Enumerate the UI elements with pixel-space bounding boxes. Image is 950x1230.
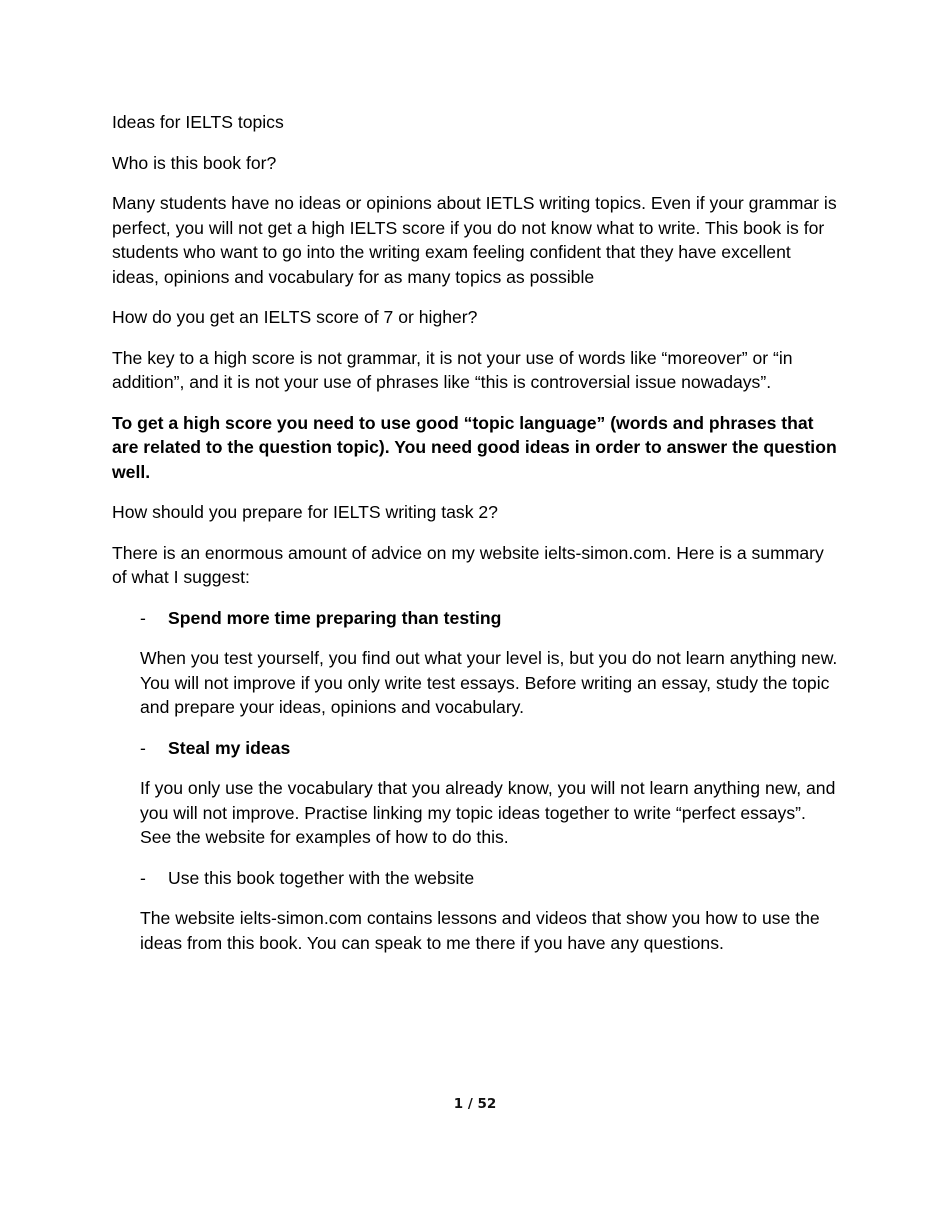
key-paragraph: The key to a high score is not grammar, it is not your use of words like “moreover” or “in addition”, and it is not your use of phrases like “this is controversial issue nowadays”. [112,347,793,392]
advice-intro-paragraph: There is an enormous amount of advice on my website ielts-simon.com. Here is a summary of what I suggest: [112,542,824,587]
question-score-heading: How do you get an IELTS score of 7 or higher? [112,307,478,327]
tip-heading-2 [112,736,842,761]
tip-body-1: When you test yourself, you find out what your level is, but you do not learn anything new. You will not improve if you only write test essays. Before writing an essay, study the topic and prepare your ideas, opinions and vocabulary. [140,648,838,717]
tip-bullet: - [140,867,146,888]
tip-bullet: - [140,607,146,628]
tip-body-3: The website ielts-simon.com contains lessons and videos that show you how to use the ideas from this book. You can speak to me there if you have any questions. [140,908,820,953]
intro-paragraph: Many students have no ideas or opinions about IETLS writing topics. Even if your grammar is perfect, you will not get a high IELTS score if you do not know what to write. This book is for students who want to go into the writing exam feeling confident that they have excellent ideas, opinions and vocabulary for as many topics as possible [112,193,837,287]
tip-body-2: If you only use the vocabulary that you already know, you will not learn anything new, and you will not improve. Practise linking my topic ideas together to write “perfect essays”. See the website for examples of how to do this. [140,778,836,847]
document-title: Ideas for IELTS topics [112,112,284,132]
tip-heading-1 [112,606,842,631]
tip-heading-text: Use this book together with the website [168,867,475,888]
question-prepare-heading: How should you prepare for IELTS writing task 2? [112,502,498,522]
page-number: 1 / 52 [453,1096,497,1112]
page-content [112,110,842,971]
tip-bullet: - [140,737,146,758]
tip-heading-3 [112,866,842,891]
question-who-heading: Who is this book for? [112,152,277,173]
bold-paragraph: To get a high score you need to use good “topic language” (words and phrases that are related to the question topic). You need good ideas in order to answer the question well. [112,412,837,482]
tip-heading-text: Spend more time preparing than testing [168,607,502,628]
tip-heading-text: Steal my ideas [168,737,291,758]
